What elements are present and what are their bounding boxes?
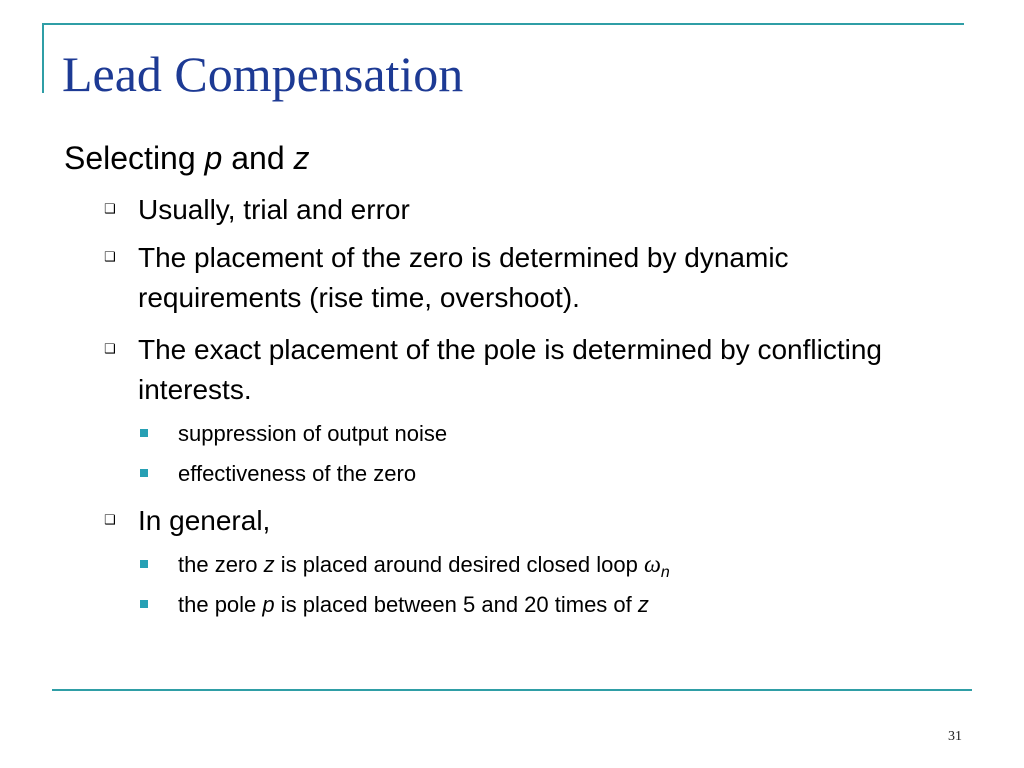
sub-bullet-text: effectiveness of the zero xyxy=(178,461,417,486)
bullet-text: The placement of the zero is determined by dynamic requirements (rise time, overshoot). xyxy=(138,242,789,313)
heading-prefix: Selecting xyxy=(64,140,205,176)
slide-title: Lead Compensation xyxy=(62,46,464,102)
left-border-line xyxy=(42,23,44,93)
hollow-square-bullet-icon: ❑ xyxy=(104,513,116,528)
bullet-text: The exact placement of the pole is determined by conflicting interests. xyxy=(138,334,882,405)
heading-var-z: z xyxy=(293,140,310,176)
square-bullet-icon xyxy=(140,560,148,568)
sub-bullet-text xyxy=(178,590,940,620)
sub-bullet-text-before: the zero xyxy=(178,552,264,577)
square-bullet-icon xyxy=(140,429,148,437)
hollow-square-bullet-icon: ❑ xyxy=(104,250,116,265)
bullet-item xyxy=(104,501,954,541)
omega-subscript: n xyxy=(660,564,670,581)
sub-bullet-item xyxy=(140,419,940,449)
math-var-z: z xyxy=(263,552,275,577)
bullet-item xyxy=(104,330,954,410)
square-bullet-icon xyxy=(140,469,148,477)
page-number: 31 xyxy=(948,729,962,744)
math-var-z: z xyxy=(637,592,649,617)
top-border-line xyxy=(42,23,964,25)
math-var-p: p xyxy=(262,592,275,617)
sub-bullet-text xyxy=(178,550,940,583)
omega-symbol: ω xyxy=(643,552,661,578)
bullet-text: In general, xyxy=(138,505,271,536)
sub-bullet-text-before: the pole xyxy=(178,592,263,617)
section-heading xyxy=(64,138,310,178)
hollow-square-bullet-icon: ❑ xyxy=(104,202,116,217)
heading-var-p: p xyxy=(204,140,223,176)
square-bullet-icon xyxy=(140,600,148,608)
heading-mid: and xyxy=(222,140,294,176)
sub-bullet-item xyxy=(140,590,940,620)
hollow-square-bullet-icon: ❑ xyxy=(104,342,116,357)
bullet-text: Usually, trial and error xyxy=(138,194,410,225)
footer-divider xyxy=(52,689,972,691)
sub-bullet-item xyxy=(140,459,940,489)
sub-bullet-text-after: is placed between 5 and 20 times of xyxy=(274,592,638,617)
sub-bullet-item xyxy=(140,550,940,583)
bullet-item xyxy=(104,238,954,318)
sub-bullet-text-after: is placed around desired closed loop xyxy=(274,552,644,577)
bullet-item xyxy=(104,190,954,230)
sub-bullet-text: suppression of output noise xyxy=(178,421,448,446)
